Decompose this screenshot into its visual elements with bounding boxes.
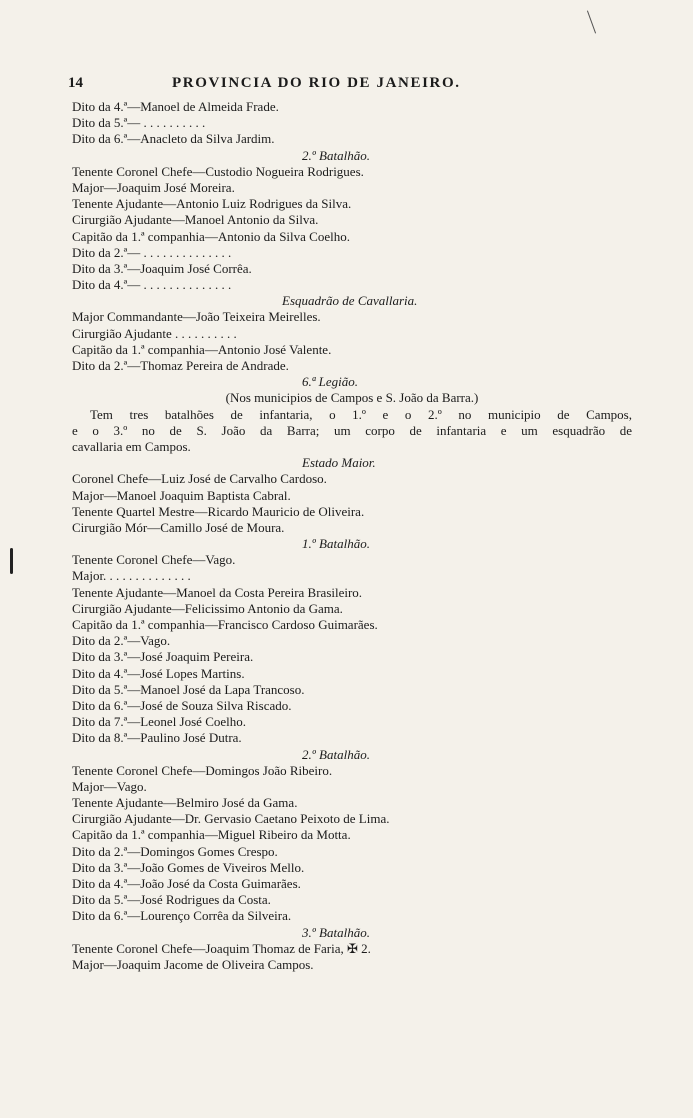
margin-ink-mark bbox=[10, 548, 13, 574]
roster-entry: Tenente Ajudante—Belmiro José da Gama. bbox=[72, 795, 298, 811]
roster-entry: Major. . . . . . . . . . . . . . bbox=[72, 568, 191, 584]
roster-entry: Cirurgião Mór—Camillo José de Moura. bbox=[72, 519, 285, 535]
roster-entry: Tenente Coronel Chefe—Custodio Nogueira Rodrigues. bbox=[72, 163, 364, 179]
section-heading: 1.º Batalhão. bbox=[302, 536, 370, 552]
roster-entry: Dito da 6.ª—Anacleto da Silva Jardim. bbox=[72, 131, 275, 147]
section-heading: Esquadrão de Cavallaria. bbox=[282, 293, 418, 309]
section-heading: Estado Maior. bbox=[302, 455, 376, 471]
roster-entry: Dito da 7.ª—Leonel José Coelho. bbox=[72, 714, 247, 730]
roster-entry: Major—Joaquim José Moreira. bbox=[72, 179, 235, 195]
roster-entry: Dito da 5.ª—José Rodrigues da Costa. bbox=[72, 892, 271, 908]
roster-entry: Dito da 2.ª—Vago. bbox=[72, 633, 171, 649]
roster-entry: Tenente Quartel Mestre—Ricardo Mauricio de Oliveira. bbox=[72, 503, 365, 519]
roster-entry: Dito da 8.ª—Paulino José Dutra. bbox=[72, 730, 242, 746]
roster-entry: Major—Vago. bbox=[72, 778, 147, 794]
roster-entry: Dito da 3.ª—Joaquim José Corrêa. bbox=[72, 260, 252, 276]
roster-entry: Capitão da 1.ª companhia—Miguel Ribeiro da Motta. bbox=[72, 827, 351, 843]
section-heading: 6.ª Legião. bbox=[302, 374, 358, 390]
roster-entry: Dito da 4.ª—José Lopes Martins. bbox=[72, 665, 245, 681]
roster-entry: Tenente Ajudante—Antonio Luiz Rodrigues da Silva. bbox=[72, 196, 352, 212]
roster-entry: Capitão da 1.ª companhia—Francisco Cardoso Guimarães. bbox=[72, 617, 378, 632]
roster-entry: Tenente Coronel Chefe—Domingos João Ribeiro. bbox=[72, 762, 333, 778]
paragraph-line: cavallaria em Campos. bbox=[72, 438, 191, 454]
roster-entry: Dito da 2.ª— . . . . . . . . . . . . . . bbox=[72, 244, 232, 260]
section-heading: 2.º Batalhão. bbox=[302, 147, 370, 163]
roster-entry: Dito da 5.ª—Manoel José da Lapa Trancoso. bbox=[72, 681, 305, 697]
roster-entry: Dito da 4.ª—João José da Costa Guimarães. bbox=[72, 876, 301, 891]
roster-entry: Dito da 3.ª—José Joaquim Pereira. bbox=[72, 649, 254, 665]
roster-entry: Tenente Coronel Chefe—Vago. bbox=[72, 552, 236, 568]
roster-entry: Dito da 4.ª—Manoel de Almeida Frade. bbox=[72, 99, 279, 114]
roster-entry: Dito da 6.ª—José de Souza Silva Riscado. bbox=[72, 697, 292, 713]
roster-entry: Capitão da 1.ª companhia—Antonio José Valente. bbox=[72, 341, 332, 357]
roster-entry: Dito da 3.ª—João Gomes de Viveiros Mello. bbox=[72, 859, 305, 875]
roster-entry: Cirurgião Ajudante . . . . . . . . . . bbox=[72, 325, 237, 341]
document-body bbox=[72, 99, 632, 973]
roster-entry: Dito da 2.ª—Thomaz Pereira de Andrade. bbox=[72, 358, 289, 373]
roster-entry: Capitão da 1.ª companhia—Antonio da Silva Coelho. bbox=[72, 228, 350, 244]
section-heading: 3.º Batalhão. bbox=[302, 924, 370, 940]
roster-entry: Dito da 6.ª—Lourenço Corrêa da Silveira. bbox=[72, 908, 292, 924]
roster-entry: Dito da 4.ª— . . . . . . . . . . . . . . bbox=[72, 277, 232, 293]
roster-entry: Tenente Coronel Chefe—Joaquim Thomaz de Faria, ✠ 2. bbox=[72, 940, 371, 956]
roster-entry: Cirurgião Ajudante—Dr. Gervasio Caetano Peixoto de Lima. bbox=[72, 811, 390, 827]
paragraph-line: Tem tres batalhões de infantaria, o 1.º e o 2.º no municipio de Campos, bbox=[90, 406, 632, 422]
subtitle-line: (Nos municipios de Campos e S. João da Barra.) bbox=[225, 390, 479, 406]
roster-entry: Coronel Chefe—Luiz José de Carvalho Cardoso. bbox=[72, 471, 327, 487]
roster-entry: Major—Joaquim Jacome de Oliveira Campos. bbox=[72, 956, 314, 972]
roster-entry: Dito da 2.ª—Domingos Gomes Crespo. bbox=[72, 843, 278, 859]
running-title: PROVINCIA DO RIO DE JANEIRO. bbox=[172, 75, 461, 91]
stray-ink-mark bbox=[587, 11, 596, 34]
page-header bbox=[68, 73, 628, 93]
section-heading: 2.º Batalhão. bbox=[302, 746, 370, 762]
paragraph-line: e o 3.º no de S. João da Barra; um corpo de infantaria e um esquadrão de bbox=[72, 422, 632, 438]
roster-entry: Cirurgião Ajudante—Felicissimo Antonio da Gama. bbox=[72, 600, 343, 616]
roster-entry: Cirurgião Ajudante—Manoel Antonio da Silva. bbox=[72, 212, 319, 228]
page-number: 14 bbox=[68, 75, 83, 91]
roster-entry: Major—Manoel Joaquim Baptista Cabral. bbox=[72, 487, 291, 503]
roster-entry: Major Commandante—João Teixeira Meirelles. bbox=[72, 309, 321, 325]
roster-entry: Tenente Ajudante—Manoel da Costa Pereira Brasileiro. bbox=[72, 584, 363, 600]
roster-entry: Dito da 5.ª— . . . . . . . . . . bbox=[72, 115, 206, 131]
